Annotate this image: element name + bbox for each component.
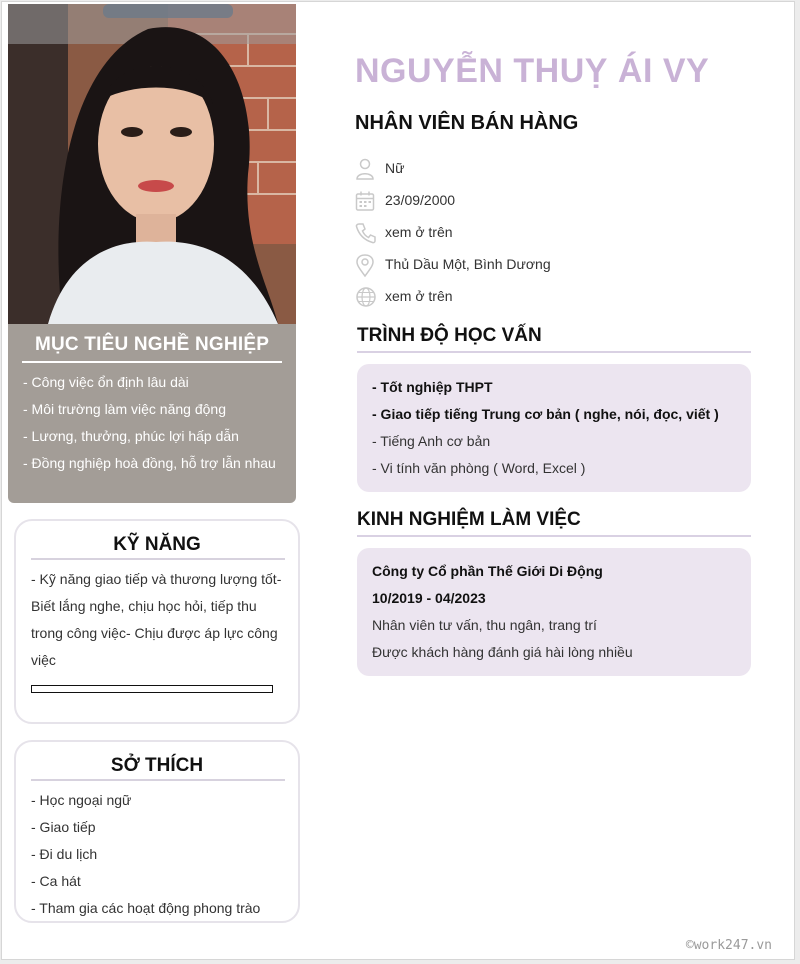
experience-box xyxy=(357,548,751,676)
location-pin-icon xyxy=(355,254,375,278)
experience-title: KINH NGHIỆM LÀM VIỆC xyxy=(357,509,581,530)
list-item: - Môi trường làm việc năng động xyxy=(23,401,226,417)
profile-photo xyxy=(8,4,296,324)
info-birthday xyxy=(355,189,655,213)
hobbies-list xyxy=(31,787,288,922)
objective-title: MỤC TIÊU NGHỀ NGHIỆP xyxy=(34,334,270,355)
watermark-text: ©work247.vn xyxy=(685,938,772,953)
company-name: Công ty Cổ phần Thế Giới Di Động xyxy=(372,563,603,579)
hobbies-title: SỞ THÍCH xyxy=(110,755,204,776)
education-title: TRÌNH ĐỘ HỌC VẤN xyxy=(357,325,542,346)
experience-divider xyxy=(357,535,751,537)
skills-card xyxy=(14,519,300,724)
phone-icon xyxy=(355,222,377,244)
list-item: - Vi tính văn phòng ( Word, Excel ) xyxy=(372,460,586,476)
cv-page xyxy=(1,1,795,960)
list-item: - Học ngoại ngữ xyxy=(31,792,132,808)
work-note: Được khách hàng đánh giá hài lòng nhiều xyxy=(372,644,633,660)
info-text: Thủ Dầu Một, Bình Dương xyxy=(385,256,551,272)
list-item: - Tham gia các hoạt động phong trào xyxy=(31,900,261,916)
list-item: - Giao tiếp tiếng Trung cơ bản ( nghe, nói, đọc, viết ) xyxy=(372,406,719,422)
list-item: - Tốt nghiệp THPT xyxy=(372,379,493,395)
list-item: - Tiếng Anh cơ bản xyxy=(372,433,491,449)
info-phone xyxy=(355,221,655,245)
experience-list xyxy=(372,558,741,666)
info-address xyxy=(355,253,655,277)
calendar-icon xyxy=(355,190,375,212)
info-text: xem ở trên xyxy=(385,224,453,240)
education-box xyxy=(357,364,751,492)
education-divider xyxy=(357,351,751,353)
list-item: - Giao tiếp xyxy=(31,819,96,835)
list-item: - Công việc ổn định lâu dài xyxy=(23,374,189,390)
info-text: Nữ xyxy=(385,160,405,176)
info-website xyxy=(355,285,655,309)
list-item: - Lương, thưởng, phúc lợi hấp dẫn xyxy=(23,428,239,444)
skills-title: KỸ NĂNG xyxy=(113,534,201,555)
info-text: xem ở trên xyxy=(385,288,453,304)
objective-list xyxy=(23,369,282,477)
info-gender xyxy=(355,157,655,181)
list-item: - Đồng nghiệp hoà đồng, hỗ trợ lẫn nhau xyxy=(23,455,276,471)
skill-level-bar xyxy=(31,685,273,693)
education-list xyxy=(372,374,741,482)
career-objective-panel xyxy=(8,324,296,503)
list-item: - Đi du lịch xyxy=(31,846,98,862)
objective-divider xyxy=(22,361,282,363)
list-item: - Ca hát xyxy=(31,873,81,889)
info-text: 23/09/2000 xyxy=(385,192,456,208)
skills-divider xyxy=(31,558,285,560)
user-icon xyxy=(355,158,375,180)
candidate-name: NGUYỄN THUỴ ÁI VY xyxy=(355,52,710,90)
work-position: Nhân viên tư vấn, thu ngân, trang trí xyxy=(372,617,597,633)
skills-text: - Kỹ năng giao tiếp và thương lượng tốt- Biết lắng nghe, chịu học hỏi, tiếp thu trong công việc- Chịu được áp lực công việc xyxy=(31,571,282,668)
job-title: NHÂN VIÊN BÁN HÀNG xyxy=(355,112,579,134)
work-period: 10/2019 - 04/2023 xyxy=(372,590,486,606)
hobbies-card xyxy=(14,740,300,923)
hobbies-divider xyxy=(31,779,285,781)
globe-icon xyxy=(355,286,377,308)
